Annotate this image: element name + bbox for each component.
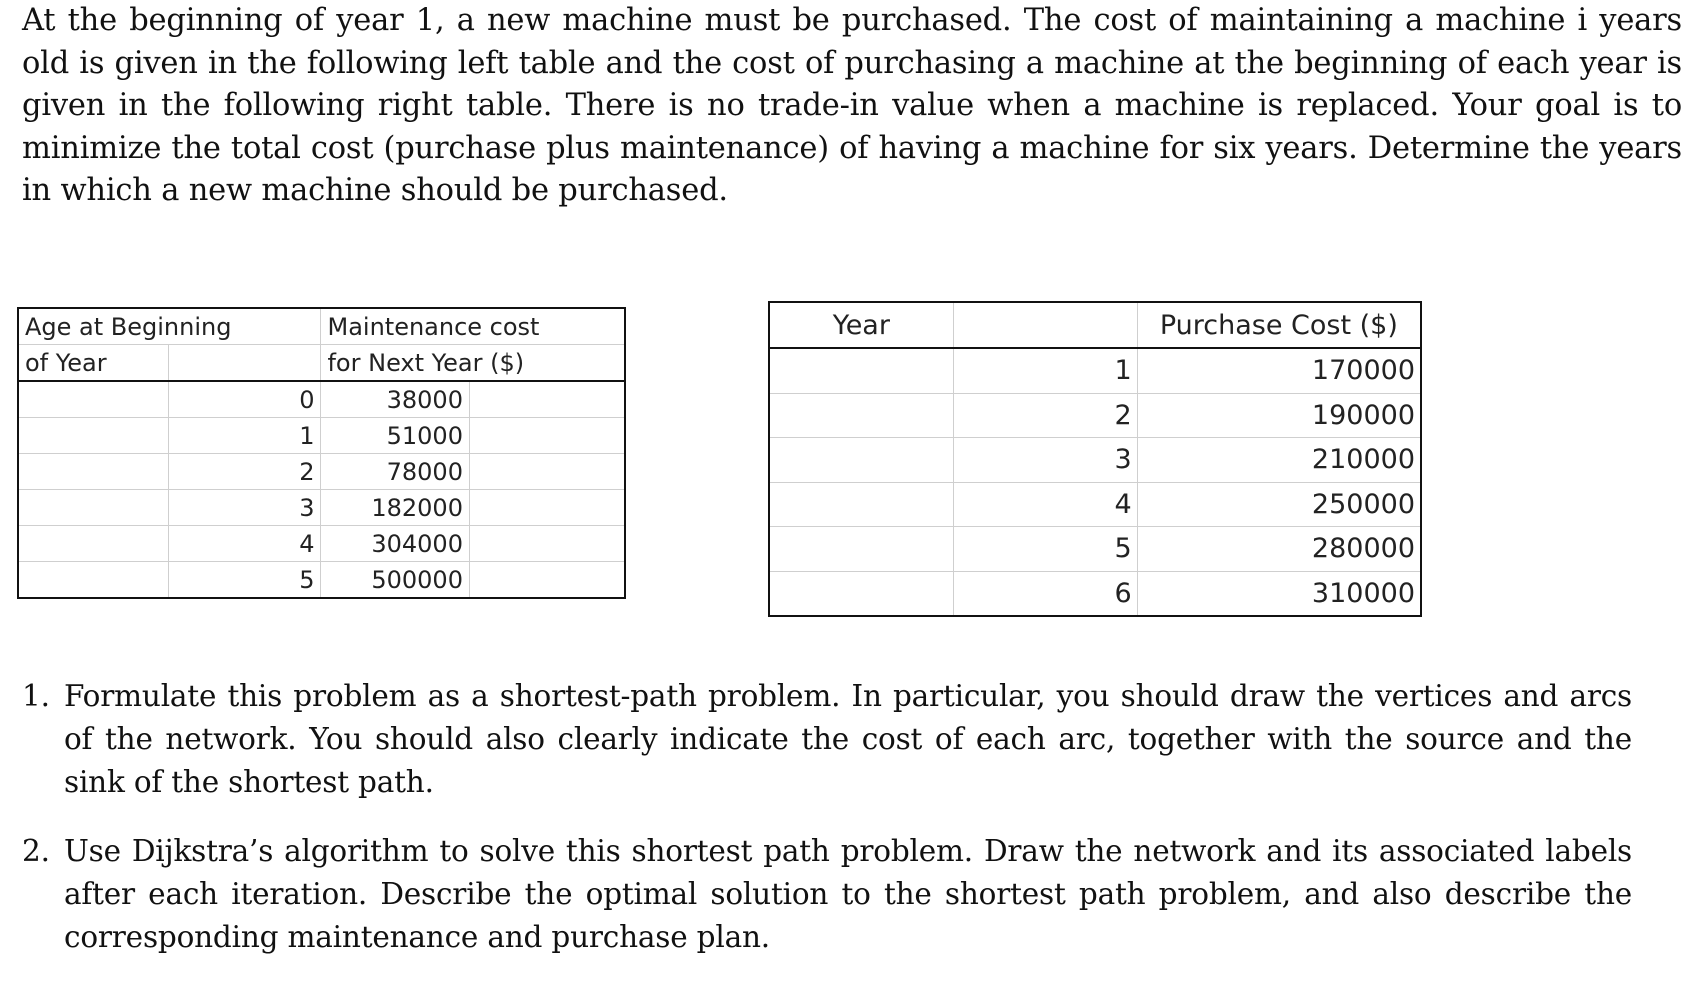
year-header: Year (769, 302, 953, 348)
maintenance-cost-cell: 182000 (321, 490, 469, 526)
maintenance-cost-cell: 38000 (321, 381, 469, 418)
age-cell: 5 (168, 562, 321, 599)
maintenance-cost-cell: 51000 (321, 418, 469, 454)
purchase-cost-cell: 310000 (1137, 571, 1421, 616)
purchase-cost-header: Purchase Cost ($) (1137, 302, 1421, 348)
year-cell: 5 (953, 527, 1137, 572)
question-item (22, 830, 1632, 959)
age-cell: 3 (168, 490, 321, 526)
age-header-line2: of Year (18, 345, 168, 382)
age-cell: 2 (168, 454, 321, 490)
purchase-cost-cell: 170000 (1137, 348, 1421, 393)
year-cell: 2 (953, 393, 1137, 438)
question-text: Formulate this problem as a shortest-path problem. In particular, you should draw the vertices and arcs of the network. You should also clearly indicate the cost of each arc, together with the source and the sink of the shortest path. (64, 679, 1632, 799)
year-cell: 3 (953, 438, 1137, 483)
age-header-line1: Age at Beginning (18, 308, 321, 345)
question-number: 2. (22, 834, 50, 868)
problem-statement: At the beginning of year 1, a new machine must be purchased. The cost of maintaining a machine i years old is given in the following left table and the cost of purchasing a machine at the beginning of each year is given in the following right table. There is no trade-in value when a machine is replaced. Your goal is to minimize the total cost (purchase plus maintenance) of having a machine for six years. Determine the years in which a new machine should be purchased. (22, 3, 1682, 208)
table-header-row (769, 302, 1421, 348)
table-row (18, 562, 625, 599)
maintenance-header-line1: Maintenance cost (321, 308, 625, 345)
table-row (18, 454, 625, 490)
purchase-cost-table (768, 301, 1422, 617)
table-row (769, 438, 1421, 483)
maintenance-cost-table (17, 307, 626, 599)
year-cell: 6 (953, 571, 1137, 616)
question-list (22, 675, 1632, 985)
age-cell: 1 (168, 418, 321, 454)
question-text: Use Dijkstra’s algorithm to solve this shortest path problem. Draw the network and its associated labels after each iteration. Describe the optimal solution to the shortest path problem, and also describe the corresponding maintenance and purchase plan. (64, 834, 1632, 954)
table-row (769, 393, 1421, 438)
maintenance-cost-cell: 78000 (321, 454, 469, 490)
table-row (18, 381, 625, 418)
table-row (18, 526, 625, 562)
age-cell: 0 (168, 381, 321, 418)
table-row (18, 490, 625, 526)
question-number: 1. (22, 679, 50, 713)
year-cell: 4 (953, 482, 1137, 527)
maintenance-cost-cell: 500000 (321, 562, 469, 599)
purchase-cost-cell: 210000 (1137, 438, 1421, 483)
purchase-cost-cell: 190000 (1137, 393, 1421, 438)
purchase-cost-cell: 250000 (1137, 482, 1421, 527)
purchase-cost-cell: 280000 (1137, 527, 1421, 572)
table-header-row (18, 345, 625, 382)
year-cell: 1 (953, 348, 1137, 393)
question-item (22, 675, 1632, 804)
maintenance-header-line2: for Next Year ($) (321, 345, 625, 382)
age-cell: 4 (168, 526, 321, 562)
maintenance-cost-cell: 304000 (321, 526, 469, 562)
table-header-row (18, 308, 625, 345)
table-row (769, 482, 1421, 527)
table-row (769, 527, 1421, 572)
table-row (769, 571, 1421, 616)
table-row (18, 418, 625, 454)
table-row (769, 348, 1421, 393)
